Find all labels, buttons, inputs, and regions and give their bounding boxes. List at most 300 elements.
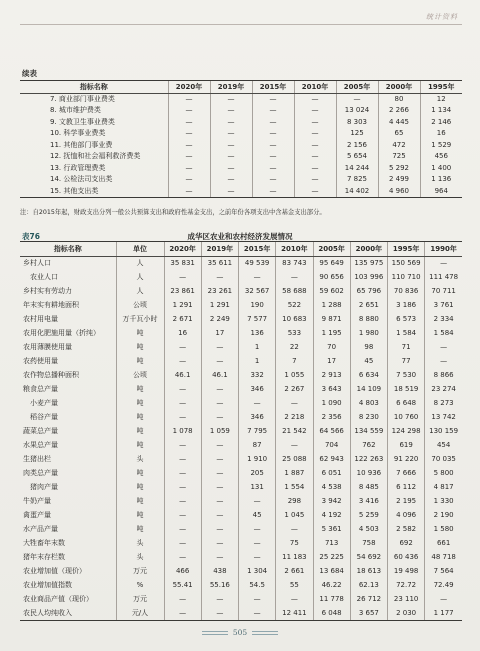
value-cell: 4 096 xyxy=(388,509,425,523)
unit-cell: 吨 xyxy=(116,411,164,425)
value-cell: — xyxy=(164,495,201,509)
value-cell: 522 xyxy=(276,299,313,313)
value-cell: — xyxy=(201,355,238,369)
value-cell: — xyxy=(168,151,210,163)
value-cell: 71 xyxy=(388,341,425,355)
value-cell: — xyxy=(239,397,276,411)
value-cell: — xyxy=(201,397,238,411)
indicator-name-cell: 10. 科学事业费类 xyxy=(50,129,106,138)
value-cell: — xyxy=(239,523,276,537)
table-row xyxy=(20,140,462,152)
value-cell: 3 942 xyxy=(313,495,350,509)
value-cell: 60 436 xyxy=(388,551,425,565)
value-cell: 4 817 xyxy=(425,481,462,495)
table-row xyxy=(20,105,462,117)
value-cell: 454 xyxy=(425,439,462,453)
column-header: 1995年 xyxy=(420,81,462,94)
column-header: 2015年 xyxy=(239,242,276,257)
value-cell: 64 566 xyxy=(313,425,350,439)
value-cell: 55.41 xyxy=(164,579,201,593)
unit-cell: 人 xyxy=(116,257,164,271)
value-cell: — xyxy=(201,467,238,481)
indicator-name-cell: 稻谷产量 xyxy=(23,413,58,421)
value-cell: 466 xyxy=(164,565,201,579)
value-cell: 10 760 xyxy=(388,411,425,425)
table-row xyxy=(20,523,462,537)
value-cell: 5 292 xyxy=(378,163,420,175)
value-cell: 1 330 xyxy=(425,495,462,509)
table-row xyxy=(20,397,462,411)
header-row xyxy=(20,242,462,257)
unit-cell: 公顷 xyxy=(116,299,164,313)
value-cell: 17 xyxy=(201,327,238,341)
value-cell: 25 225 xyxy=(313,551,350,565)
header-rule xyxy=(20,24,462,25)
page-footer xyxy=(0,627,480,638)
value-cell: 70 836 xyxy=(388,285,425,299)
indicator-name-cell: 13. 行政管理费类 xyxy=(50,163,106,172)
value-cell: 46.22 xyxy=(313,579,350,593)
indicator-name-cell: 农业增加值指数 xyxy=(23,581,72,589)
value-cell: 130 159 xyxy=(425,425,462,439)
table-note: 注：自2015年起，财政支出分列一般公共预算支出和政府性基金支出，之前年份各项支出中含基金支出部分。 xyxy=(20,209,326,216)
value-cell: — xyxy=(164,453,201,467)
unit-cell: 公顷 xyxy=(116,369,164,383)
table-row xyxy=(20,313,462,327)
unit-cell: 头 xyxy=(116,551,164,565)
value-cell: 46.1 xyxy=(164,369,201,383)
value-cell: — xyxy=(294,94,336,106)
value-cell: 59 602 xyxy=(313,285,350,299)
table-row xyxy=(20,425,462,439)
indicator-name-cell: 农村用电量 xyxy=(23,315,58,323)
column-header: 单位 xyxy=(116,242,164,257)
value-cell: 3 643 xyxy=(313,383,350,397)
value-cell: 1 304 xyxy=(239,565,276,579)
table-row xyxy=(20,369,462,383)
value-cell: 1 xyxy=(239,341,276,355)
indicator-name-cell: 农业增加值（现价） xyxy=(23,567,86,575)
value-cell: 7 564 xyxy=(425,565,462,579)
value-cell: — xyxy=(294,105,336,117)
unit-cell: 吨 xyxy=(116,523,164,537)
value-cell: 4 503 xyxy=(350,523,387,537)
table-row xyxy=(20,607,462,621)
value-cell: — xyxy=(164,411,201,425)
unit-cell: 人 xyxy=(116,271,164,285)
value-cell: — xyxy=(239,495,276,509)
value-cell: — xyxy=(164,355,201,369)
value-cell: 13 684 xyxy=(313,565,350,579)
unit-cell: 吨 xyxy=(116,439,164,453)
value-cell: — xyxy=(201,481,238,495)
unit-cell: 吨 xyxy=(116,509,164,523)
indicator-name-cell: 小麦产量 xyxy=(23,399,58,407)
agriculture-economy-table xyxy=(20,241,462,621)
value-cell: — xyxy=(164,439,201,453)
value-cell: 3 761 xyxy=(425,299,462,313)
value-cell: 4 960 xyxy=(378,186,420,198)
value-cell: 758 xyxy=(350,537,387,551)
table-row xyxy=(20,257,462,271)
indicator-name-cell: 9. 文教卫生事业费类 xyxy=(50,117,115,126)
indicator-name-cell: 农业人口 xyxy=(23,273,58,281)
value-cell: 2 356 xyxy=(313,411,350,425)
value-cell: — xyxy=(294,151,336,163)
value-cell: — xyxy=(252,94,294,106)
value-cell: 124 298 xyxy=(388,425,425,439)
value-cell: 1 288 xyxy=(313,299,350,313)
value-cell: 49 539 xyxy=(239,257,276,271)
fiscal-expenditure-table xyxy=(20,80,462,198)
value-cell: — xyxy=(164,383,201,397)
value-cell: 2 267 xyxy=(276,383,313,397)
table-body xyxy=(20,257,462,621)
value-cell: — xyxy=(276,593,313,607)
table-title: 成华区农业和农村经济发展情况 xyxy=(187,232,293,241)
value-cell: 10 683 xyxy=(276,313,313,327)
value-cell: 46.1 xyxy=(201,369,238,383)
value-cell: 150 569 xyxy=(388,257,425,271)
value-cell: 8 230 xyxy=(350,411,387,425)
value-cell: 32 567 xyxy=(239,285,276,299)
indicator-name-cell: 蔬菜总产量 xyxy=(23,427,58,435)
value-cell: 1 584 xyxy=(425,327,462,341)
value-cell: — xyxy=(294,117,336,129)
value-cell: 3 186 xyxy=(388,299,425,313)
indicator-name-cell: 年末实有耕地面积 xyxy=(23,301,79,309)
value-cell: 3 657 xyxy=(350,607,387,621)
value-cell: — xyxy=(164,397,201,411)
value-cell: — xyxy=(210,140,252,152)
unit-cell: 吨 xyxy=(116,467,164,481)
unit-cell: 吨 xyxy=(116,495,164,509)
value-cell: 90 656 xyxy=(313,271,350,285)
value-cell: — xyxy=(168,186,210,198)
value-cell: 346 xyxy=(239,411,276,425)
unit-cell: 吨 xyxy=(116,327,164,341)
value-cell: 70 711 xyxy=(425,285,462,299)
value-cell: 87 xyxy=(239,439,276,453)
value-cell: 72.72 xyxy=(388,579,425,593)
indicator-name-cell: 11. 其他部门事业费 xyxy=(50,140,113,149)
indicator-name-cell: 7. 商业部门事业费类 xyxy=(50,95,115,103)
value-cell: 62.13 xyxy=(350,579,387,593)
value-cell: 1 134 xyxy=(420,105,462,117)
value-cell: — xyxy=(252,117,294,129)
value-cell: 12 411 xyxy=(276,607,313,621)
continued-table-label: 续表 xyxy=(22,69,37,78)
value-cell: 533 xyxy=(276,327,313,341)
value-cell: — xyxy=(168,117,210,129)
value-cell: 7 530 xyxy=(388,369,425,383)
value-cell: 5 259 xyxy=(350,509,387,523)
value-cell: 964 xyxy=(420,186,462,198)
value-cell: 1 554 xyxy=(276,481,313,495)
value-cell: — xyxy=(201,439,238,453)
value-cell: 1 980 xyxy=(350,327,387,341)
value-cell: — xyxy=(239,607,276,621)
value-cell: 2 661 xyxy=(276,565,313,579)
value-cell: 7 795 xyxy=(239,425,276,439)
value-cell: 6 112 xyxy=(388,481,425,495)
footer-ornament-right xyxy=(252,631,278,635)
value-cell: — xyxy=(201,593,238,607)
value-cell: — xyxy=(164,593,201,607)
table-row xyxy=(20,174,462,186)
table-row xyxy=(20,128,462,140)
value-cell: — xyxy=(276,271,313,285)
value-cell: 6 648 xyxy=(388,397,425,411)
column-header: 2005年 xyxy=(336,81,378,94)
value-cell: — xyxy=(210,117,252,129)
value-cell: — xyxy=(164,551,201,565)
value-cell: 11 183 xyxy=(276,551,313,565)
value-cell: 14 109 xyxy=(350,383,387,397)
value-cell: 4 445 xyxy=(378,117,420,129)
indicator-name-cell: 猪年末存栏数 xyxy=(23,553,65,561)
value-cell: — xyxy=(425,593,462,607)
value-cell: 5 654 xyxy=(336,151,378,163)
value-cell: 2 218 xyxy=(276,411,313,425)
value-cell: 456 xyxy=(420,151,462,163)
value-cell: — xyxy=(239,271,276,285)
value-cell: — xyxy=(164,509,201,523)
value-cell: 22 xyxy=(276,341,313,355)
table-row xyxy=(20,285,462,299)
value-cell: — xyxy=(201,411,238,425)
value-cell: 7 825 xyxy=(336,174,378,186)
indicator-name-cell: 15. 其他支出类 xyxy=(20,186,168,198)
value-cell: 8 485 xyxy=(350,481,387,495)
value-cell: 1 910 xyxy=(239,453,276,467)
value-cell: 762 xyxy=(350,439,387,453)
value-cell: 62 943 xyxy=(313,453,350,467)
section-title: 统计资料 xyxy=(426,13,458,21)
table-row xyxy=(20,271,462,285)
value-cell: 692 xyxy=(388,537,425,551)
value-cell: — xyxy=(201,523,238,537)
value-cell: 111 478 xyxy=(425,271,462,285)
value-cell: 23 261 xyxy=(201,285,238,299)
table-row xyxy=(20,481,462,495)
unit-cell: 头 xyxy=(116,537,164,551)
value-cell: — xyxy=(201,271,238,285)
table-row xyxy=(20,565,462,579)
value-cell: 6 634 xyxy=(350,369,387,383)
value-cell: — xyxy=(164,467,201,481)
value-cell: 35 611 xyxy=(201,257,238,271)
value-cell: — xyxy=(201,495,238,509)
value-cell: — xyxy=(239,537,276,551)
indicator-name-cell: 乡村实有劳动力 xyxy=(23,287,72,295)
value-cell: — xyxy=(252,140,294,152)
value-cell: 9 871 xyxy=(313,313,350,327)
value-cell: 6 051 xyxy=(313,467,350,481)
value-cell: — xyxy=(164,537,201,551)
value-cell: — xyxy=(252,151,294,163)
indicator-name-cell: 农药使用量 xyxy=(23,357,58,365)
column-header: 指标名称 xyxy=(20,81,168,94)
indicator-name-cell: 农业商品产值（现价） xyxy=(23,595,93,603)
column-header: 2020年 xyxy=(164,242,201,257)
unit-cell: 万元 xyxy=(116,565,164,579)
value-cell: 45 xyxy=(350,355,387,369)
value-cell: 21 542 xyxy=(276,425,313,439)
indicator-name-cell: 生猪出栏 xyxy=(23,455,51,463)
unit-cell: 吨 xyxy=(116,397,164,411)
value-cell: — xyxy=(425,341,462,355)
table-row xyxy=(20,593,462,607)
table-row xyxy=(20,551,462,565)
value-cell: 2 266 xyxy=(378,105,420,117)
value-cell: 1 195 xyxy=(313,327,350,341)
footer-ornament-left xyxy=(202,631,228,635)
value-cell: 8 273 xyxy=(425,397,462,411)
indicator-name-cell: 粮食总产量 xyxy=(23,385,58,393)
value-cell: — xyxy=(425,257,462,271)
value-cell: 5 800 xyxy=(425,467,462,481)
value-cell: — xyxy=(168,174,210,186)
value-cell: 48 718 xyxy=(425,551,462,565)
value-cell: — xyxy=(201,341,238,355)
value-cell: — xyxy=(276,439,313,453)
table-row xyxy=(20,117,462,129)
page-number: 505 xyxy=(232,628,248,637)
value-cell: 1 090 xyxy=(313,397,350,411)
column-header: 2000年 xyxy=(378,81,420,94)
value-cell: — xyxy=(210,128,252,140)
table-row xyxy=(20,579,462,593)
value-cell: — xyxy=(164,341,201,355)
value-cell: 135 975 xyxy=(350,257,387,271)
value-cell: 2 671 xyxy=(164,313,201,327)
value-cell: 4 803 xyxy=(350,397,387,411)
table-row xyxy=(20,341,462,355)
value-cell: — xyxy=(164,481,201,495)
value-cell: 1 529 xyxy=(420,140,462,152)
value-cell: 2 651 xyxy=(350,299,387,313)
value-cell: 45 xyxy=(239,509,276,523)
value-cell: 7 xyxy=(276,355,313,369)
value-cell: — xyxy=(252,163,294,175)
value-cell: 58 688 xyxy=(276,285,313,299)
value-cell: 75 xyxy=(276,537,313,551)
value-cell: — xyxy=(168,140,210,152)
value-cell: 332 xyxy=(239,369,276,383)
indicator-name-cell: 水产品产量 xyxy=(23,525,58,533)
value-cell: — xyxy=(425,355,462,369)
value-cell: 26 712 xyxy=(350,593,387,607)
value-cell: 1 078 xyxy=(164,425,201,439)
value-cell: 1 291 xyxy=(201,299,238,313)
value-cell: 4 538 xyxy=(313,481,350,495)
value-cell: 14 402 xyxy=(336,186,378,198)
value-cell: 25 088 xyxy=(276,453,313,467)
column-header: 2020年 xyxy=(168,81,210,94)
value-cell: 65 xyxy=(378,128,420,140)
value-cell: — xyxy=(201,551,238,565)
indicator-name-cell: 牛奶产量 xyxy=(23,497,51,505)
value-cell: 98 xyxy=(350,341,387,355)
value-cell: 5 361 xyxy=(313,523,350,537)
header-row xyxy=(20,81,462,94)
value-cell: 2 146 xyxy=(420,117,462,129)
value-cell: 70 xyxy=(313,341,350,355)
indicator-name-cell: 农民人均纯收入 xyxy=(20,607,116,621)
value-cell: — xyxy=(168,163,210,175)
table-row xyxy=(20,383,462,397)
value-cell: — xyxy=(210,186,252,198)
value-cell: — xyxy=(336,94,378,106)
value-cell: 110 710 xyxy=(388,271,425,285)
value-cell: — xyxy=(164,523,201,537)
table-row xyxy=(20,299,462,313)
value-cell: 8 866 xyxy=(425,369,462,383)
value-cell: — xyxy=(210,151,252,163)
unit-cell: 吨 xyxy=(116,341,164,355)
value-cell: 6 573 xyxy=(388,313,425,327)
value-cell: — xyxy=(168,94,210,106)
value-cell: 35 831 xyxy=(164,257,201,271)
value-cell: 298 xyxy=(276,495,313,509)
value-cell: 54.5 xyxy=(239,579,276,593)
column-header: 1995年 xyxy=(388,242,425,257)
value-cell: 2 156 xyxy=(336,140,378,152)
value-cell: — xyxy=(294,140,336,152)
table-row xyxy=(20,467,462,481)
value-cell: — xyxy=(210,105,252,117)
table-row xyxy=(20,151,462,163)
table-row xyxy=(20,327,462,341)
value-cell: 1 291 xyxy=(164,299,201,313)
unit-cell: 人 xyxy=(116,285,164,299)
column-header: 1990年 xyxy=(425,242,462,257)
value-cell: 12 xyxy=(420,94,462,106)
value-cell: 4 192 xyxy=(313,509,350,523)
value-cell: — xyxy=(252,128,294,140)
value-cell: 23 861 xyxy=(164,285,201,299)
value-cell: — xyxy=(201,537,238,551)
value-cell: 190 xyxy=(239,299,276,313)
value-cell: 1 045 xyxy=(276,509,313,523)
value-cell: 704 xyxy=(313,439,350,453)
indicator-name-cell: 大牲畜年末数 xyxy=(23,539,65,547)
value-cell: 134 559 xyxy=(350,425,387,439)
value-cell: — xyxy=(252,105,294,117)
value-cell: 8 303 xyxy=(336,117,378,129)
value-cell: — xyxy=(210,174,252,186)
value-cell: — xyxy=(201,509,238,523)
table-row xyxy=(20,163,462,175)
value-cell: — xyxy=(201,383,238,397)
value-cell: 77 xyxy=(388,355,425,369)
value-cell: 8 880 xyxy=(350,313,387,327)
table-row xyxy=(20,495,462,509)
value-cell: 2 195 xyxy=(388,495,425,509)
value-cell: — xyxy=(252,186,294,198)
value-cell: 54 692 xyxy=(350,551,387,565)
unit-cell: 头 xyxy=(116,453,164,467)
value-cell: 346 xyxy=(239,383,276,397)
value-cell: 1 059 xyxy=(201,425,238,439)
value-cell: 6 048 xyxy=(313,607,350,621)
value-cell: 205 xyxy=(239,467,276,481)
table-row xyxy=(20,94,462,106)
value-cell: 23 274 xyxy=(425,383,462,397)
value-cell: 72.49 xyxy=(425,579,462,593)
value-cell: 2 030 xyxy=(388,607,425,621)
